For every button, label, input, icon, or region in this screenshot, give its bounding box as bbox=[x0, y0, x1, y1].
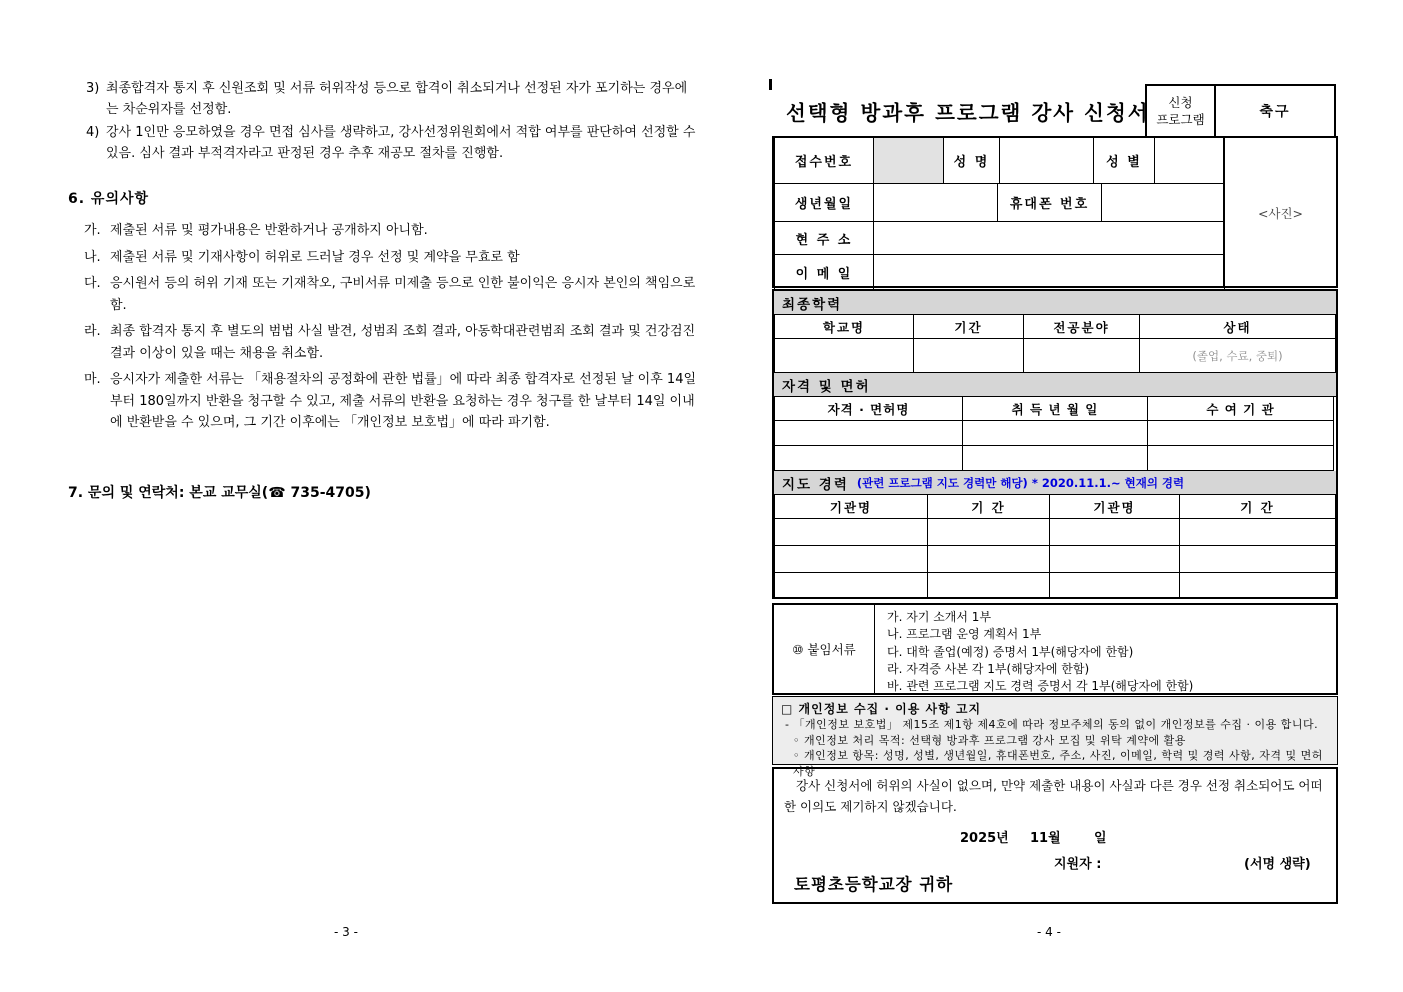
education-major-field bbox=[1023, 338, 1140, 373]
item-number: 마. bbox=[84, 372, 101, 387]
attachment-item: 라. 자격증 사본 각 1부(해당자에 한함) bbox=[887, 661, 1090, 676]
license-row-field bbox=[962, 420, 1148, 446]
program-label-cell bbox=[1145, 84, 1216, 138]
list-item bbox=[84, 369, 698, 434]
attachments-box bbox=[772, 603, 1338, 695]
license-col-date: 취 득 년 월 일 bbox=[962, 396, 1148, 421]
career-row-field bbox=[927, 545, 1050, 573]
date-day: 일 bbox=[1094, 831, 1107, 846]
career-row-field bbox=[1049, 518, 1180, 546]
name-field bbox=[999, 137, 1094, 184]
career-row-field bbox=[774, 572, 928, 598]
attachment-item: 다. 대학 졸업(예정) 증명서 1부(해당자에 한함) bbox=[887, 644, 1134, 659]
date-year: 2025년 bbox=[960, 831, 1009, 846]
privacy-notice-box bbox=[772, 696, 1338, 778]
gender-field bbox=[1154, 137, 1225, 184]
career-note: (관련 프로그램 지도 경력만 해당) * 2020.11.1.~ 현재의 경력 bbox=[856, 475, 1185, 490]
license-section-header: 자격 및 면허 bbox=[774, 373, 1336, 397]
education-col-period: 기간 bbox=[913, 314, 1024, 339]
item-text: 응시원서 등의 허위 기재 또는 기재착오, 구비서류 미제출 등으로 인한 불이익은 응시자 본인의 책임으로 함. bbox=[110, 276, 696, 313]
page-number-3: - 3 - bbox=[334, 925, 358, 939]
license-row-field bbox=[962, 445, 1148, 471]
email-field bbox=[873, 254, 1225, 291]
license-col-issuer: 수 여 기 관 bbox=[1147, 396, 1334, 421]
signature-note: (서명 생략) bbox=[1244, 857, 1311, 872]
license-row-field bbox=[1147, 445, 1334, 471]
career-row-field bbox=[1179, 572, 1336, 598]
photo-placeholder: <사진> bbox=[1223, 137, 1337, 288]
declaration-date bbox=[774, 827, 1336, 845]
license-row-field bbox=[774, 445, 963, 471]
section6-notes bbox=[84, 220, 698, 434]
birthdate-label: 생년월일 bbox=[774, 183, 874, 222]
personal-info-table bbox=[772, 136, 1338, 288]
item-text: 제출된 서류 및 기재사항이 허위로 드러날 경우 선정 및 계약을 무효로 함 bbox=[110, 249, 520, 265]
item-number: 가. bbox=[84, 223, 101, 238]
education-status-hint: (졸업, 수료, 중퇴) bbox=[1139, 338, 1336, 373]
license-col-name: 자격 · 면허명 bbox=[774, 396, 963, 421]
item-number: 3) bbox=[86, 81, 100, 96]
declaration-text: 강사 신청서에 허위의 사실이 없으며, 만약 제출한 내용이 사실과 다른 경우 선정 취소되어도 어떠한 이의도 제기하지 않겠습니다. bbox=[784, 778, 1323, 814]
name-label: 성 명 bbox=[943, 137, 1000, 184]
career-row-field bbox=[1049, 545, 1180, 573]
phone-label: 휴대폰 번호 bbox=[997, 183, 1102, 222]
education-section-header: 최종학력 bbox=[774, 291, 1336, 315]
attachment-item: 나. 프로그램 운영 계획서 1부 bbox=[887, 627, 1042, 642]
career-title: 지도 경력 bbox=[782, 476, 849, 493]
item-number: 다. bbox=[84, 276, 101, 291]
career-row-field bbox=[1049, 572, 1180, 598]
attachments-list bbox=[875, 605, 1336, 693]
date-month: 11월 bbox=[1030, 831, 1061, 846]
section7-contact: 7. 문의 및 연락처: 본교 교무실(☎ 735-4705) bbox=[68, 484, 371, 501]
declaration-box bbox=[772, 767, 1338, 904]
list-item bbox=[84, 247, 698, 269]
list-item bbox=[84, 273, 698, 316]
item-text: 응시자가 제출한 서류는 「채용절차의 공정화에 관한 법률」에 따라 최종 합격자로 선정된 날 이후 14일부터 180일까지 반환을 청구할 수 있고, 제출 서류의 반환을 요청하는 경우 청구를 한 날부터 14일 이내에 반환받을 수 있으며, 그 기간 이후에는 「개인정보 보호법」에 따라 파기함. bbox=[110, 372, 697, 430]
career-row-field bbox=[927, 518, 1050, 546]
item-number: 4) bbox=[86, 125, 100, 140]
license-row-field bbox=[1147, 420, 1334, 446]
phone-field bbox=[1101, 183, 1225, 222]
program-value-cell: 축구 bbox=[1214, 84, 1336, 138]
education-col-status: 상태 bbox=[1139, 314, 1336, 339]
list-item bbox=[84, 220, 698, 242]
career-col-org: 기관명 bbox=[774, 494, 928, 519]
email-label: 이 메 일 bbox=[774, 254, 874, 291]
gender-label: 성 별 bbox=[1093, 137, 1155, 184]
career-row-field bbox=[1179, 518, 1336, 546]
career-col-period: 기 간 bbox=[927, 494, 1050, 519]
career-row-field bbox=[774, 545, 928, 573]
applicant-label: 지원자 : bbox=[1054, 857, 1102, 872]
item-number: 라. bbox=[84, 324, 101, 339]
attachments-label: ⑩ 붙임서류 bbox=[774, 605, 875, 693]
attachment-item: 바. 관련 프로그램 지도 경력 증명서 각 1부(해당자에 한함) bbox=[887, 679, 1194, 694]
list-item bbox=[86, 78, 698, 120]
receipt-number-label: 접수번호 bbox=[774, 137, 874, 184]
list-item bbox=[86, 122, 698, 164]
privacy-line: ◦ 개인정보 처리 목적: 선택형 방과후 프로그램 강사 모집 및 위탁 계약에 활용 bbox=[793, 733, 1186, 747]
form-title: 선택형 방과후 프로그램 강사 신청서 bbox=[786, 101, 1150, 125]
item-text: 최종합격자 통지 후 신원조회 및 서류 허위작성 등으로 합격이 취소되거나 선정된 자가 포기하는 경우에는 차순위자를 선정함. bbox=[106, 81, 688, 117]
career-row-field bbox=[927, 572, 1050, 598]
attachment-item: 가. 자기 소개서 1부 bbox=[887, 610, 992, 624]
recipient: 토평초등학교장 귀하 bbox=[794, 875, 954, 894]
career-section-box bbox=[772, 289, 1338, 599]
career-col-period: 기 간 bbox=[1179, 494, 1336, 519]
address-field bbox=[873, 221, 1225, 255]
privacy-title: □ 개인정보 수집 · 이용 사항 고지 bbox=[781, 702, 982, 716]
item-text: 제출된 서류 및 평가내용은 반환하거나 공개하지 아니함. bbox=[110, 223, 428, 238]
page-3 bbox=[68, 78, 698, 502]
address-label: 현 주 소 bbox=[774, 221, 874, 255]
page-number-4: - 4 - bbox=[1037, 925, 1061, 939]
page-edge-mark bbox=[769, 79, 772, 90]
item-text: 최종 합격자 통지 후 별도의 범법 사실 발견, 성범죄 조회 결과, 아동학대관련범죄 조회 결과 및 건강검진 결과 이상이 있을 때는 채용을 취소함. bbox=[110, 324, 696, 361]
list-item bbox=[84, 321, 698, 364]
education-col-major: 전공분야 bbox=[1023, 314, 1140, 339]
license-row-field bbox=[774, 420, 963, 446]
birthdate-field bbox=[873, 183, 998, 222]
section6-title: 6. 유의사항 bbox=[68, 191, 150, 207]
education-col-school: 학교명 bbox=[774, 314, 914, 339]
education-school-field bbox=[774, 338, 914, 373]
career-section-header bbox=[774, 471, 1336, 495]
item-number: 나. bbox=[84, 249, 101, 265]
privacy-line: - 「개인정보 보호법」 제15조 제1항 제4호에 따라 정보주체의 동의 없이 개인정보를 수집 · 이용 합니다. bbox=[785, 718, 1319, 731]
item-text: 강사 1인만 응모하였을 경우 면접 심사를 생략하고, 강사선정위원회에서 적합 여부를 판단하여 선정할 수 있음. 심사 결과 부적격자라고 판정된 경우 추후 재공모 절차를 진행함. bbox=[106, 125, 696, 161]
program-label-line2: 프로그램 bbox=[1156, 112, 1205, 127]
privacy-line: ◦ 개인정보 항목: 성명, 성별, 생년월일, 휴대폰번호, 주소, 사진, 이메일, 학력 및 경력 사항, 자격 및 면허 사항 bbox=[793, 749, 1323, 778]
career-row-field bbox=[774, 518, 928, 546]
education-period-field bbox=[913, 338, 1024, 373]
program-label-line1: 신청 bbox=[1168, 95, 1193, 110]
program-header bbox=[1145, 84, 1336, 138]
career-col-org: 기관명 bbox=[1049, 494, 1180, 519]
career-row-field bbox=[1179, 545, 1336, 573]
receipt-number-field bbox=[873, 137, 944, 184]
